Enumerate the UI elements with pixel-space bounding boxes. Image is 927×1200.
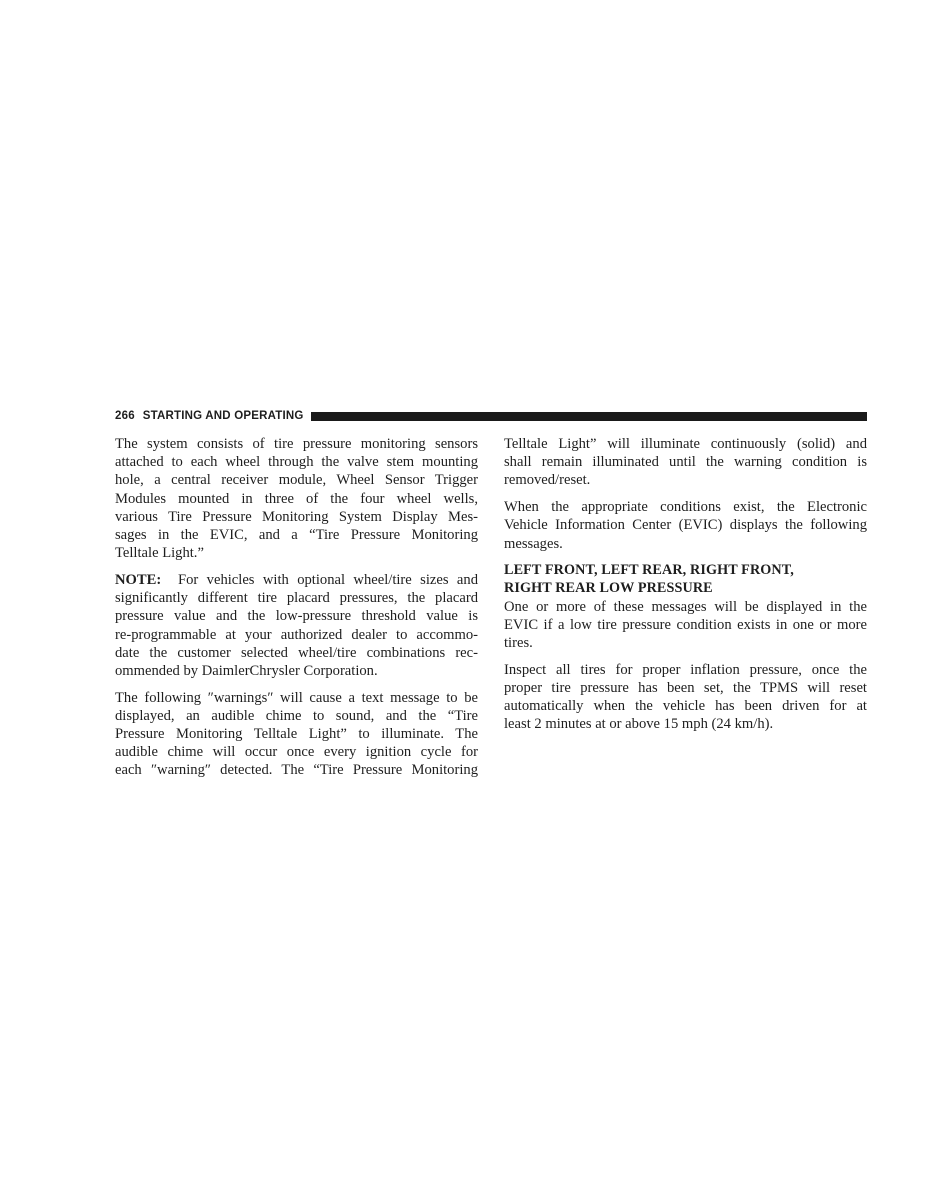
paragraph-system-description	[115, 435, 478, 562]
text-line: removed/reset.	[504, 472, 591, 489]
paragraph-inspect-tires	[504, 661, 867, 734]
paragraph-low-pressure	[504, 598, 867, 653]
text-line: automatically when the vehicle has been driven for at	[504, 698, 867, 715]
text-line: ommended by DaimlerChrysler Corporation.	[115, 662, 378, 679]
text-line: significantly different tire placard pressures, the placard	[115, 590, 478, 607]
left-column	[115, 435, 478, 788]
text-line: proper tire pressure has been set, the TPMS will reset	[504, 679, 867, 696]
text-line: displayed, an audible chime to sound, and the “Tire	[115, 707, 478, 724]
text-line: various Tire Pressure Monitoring System Display Mes-	[115, 508, 478, 525]
section-title: STARTING AND OPERATING	[142, 410, 304, 422]
subheading-line: LEFT FRONT, LEFT REAR, RIGHT FRONT,	[504, 562, 794, 579]
right-column	[504, 435, 867, 742]
text-line: audible chime will occur once every ignition cycle for	[115, 744, 478, 761]
text-line: pressure value and the low-pressure threshold value is	[115, 608, 478, 625]
text-line: tires.	[504, 635, 533, 652]
text-line: date the customer selected wheel/tire combinations rec-	[115, 644, 478, 661]
text-line: When the appropriate conditions exist, the Electronic	[504, 499, 867, 516]
text-line	[115, 571, 478, 589]
text-line: Telltale Light” will illuminate continuously (solid) and	[504, 436, 867, 452]
text-line: Modules mounted in three of the four wheel wells,	[115, 490, 478, 507]
paragraph-note	[115, 571, 478, 680]
text-line: least 2 minutes at or above 15 mph (24 km/h).	[504, 716, 774, 733]
text-line: One or more of these messages will be displayed in the	[504, 598, 867, 615]
text-line: Pressure Monitoring Telltale Light” to illuminate. The	[115, 726, 478, 743]
text-line: sages in the EVIC, and a “Tire Pressure Monitoring	[115, 527, 478, 544]
text-line: Inspect all tires for proper inflation pressure, once the	[504, 661, 867, 678]
paragraph-warnings	[115, 689, 478, 780]
text-line: re-programmable at your authorized dealer to accommo-	[115, 626, 478, 643]
paragraph-evic-messages	[504, 498, 867, 553]
text-line: attached to each wheel through the valve stem mounting	[115, 454, 478, 471]
header-rule	[311, 412, 867, 421]
paragraph-telltale-continued	[504, 435, 867, 490]
text-line: each ″warning″ detected. The “Tire Pressure Monitoring	[115, 762, 478, 779]
text-line: shall remain illuminated until the warning condition is	[504, 454, 867, 471]
text-line: messages.	[504, 535, 563, 552]
text-line: Vehicle Information Center (EVIC) displays the following	[504, 517, 867, 534]
text-line: hole, a central receiver module, Wheel Sensor Trigger	[115, 472, 478, 489]
text-line: Telltale Light.”	[115, 545, 204, 562]
page-number: 266	[115, 410, 135, 422]
note-label: NOTE:	[115, 571, 162, 588]
text-line: The following ″warnings″ will cause a text message to be	[115, 689, 478, 706]
running-header	[115, 409, 867, 423]
text-line: EVIC if a low tire pressure condition exists in one or more	[504, 616, 867, 633]
subheading-line: RIGHT REAR LOW PRESSURE	[504, 580, 713, 597]
note-text: For vehicles with optional wheel/tire sizes and	[178, 571, 478, 588]
section-subheading	[504, 561, 867, 597]
text-line: The system consists of tire pressure monitoring sensors	[115, 436, 478, 452]
